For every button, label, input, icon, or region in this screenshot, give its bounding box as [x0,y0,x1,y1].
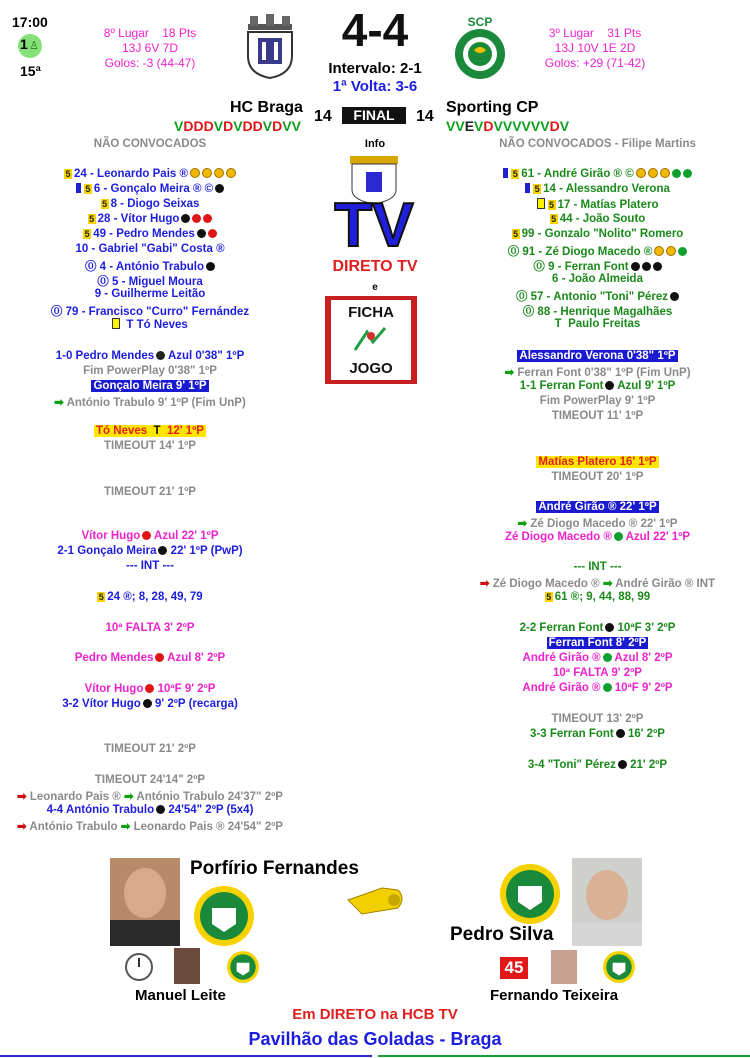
home-not-called: NÃO CONVOCADOS [93,138,207,150]
red-dot-icon [208,229,217,238]
home-player-4[interactable]: ⓪ 4 - António Trabulo [0,258,300,274]
home-form [174,118,301,134]
form-letter: V [282,118,292,134]
event-goal-1-0: 1-0 Pedro Mendes Azul 0'38" 1ºP [55,350,245,362]
home-player-10[interactable]: 10 - Gabriel "Gabi" Costa ® [75,243,225,255]
form-letter: V [530,118,541,134]
form-letter: V [540,118,550,134]
event-vitor-10f: Vítor Hugo 10ªF 9' 2ºP [84,683,216,695]
five-icon: 5 [84,229,90,239]
sub-icon: ⓪ [50,306,66,318]
event-timeout-21-2p: TIMEOUT 21' 2ºP [104,743,196,755]
event-timeout-20: TIMEOUT 20' 1ºP [551,471,644,483]
sub-icon: ⓪ [507,246,523,258]
yellow-dot-icon [666,246,676,256]
stopwatch-icon [125,953,153,981]
arrow-in-icon: ➡ [54,397,67,409]
home-record: 13J 6V 7D [121,41,179,55]
goal-icon [197,229,206,238]
form-letter: E [464,118,475,134]
form-letter: D [203,118,214,134]
arrow-out-icon: ➡ [17,821,30,833]
goal-icon [618,760,627,769]
away-stats [520,26,670,71]
goal-icon [605,381,614,390]
green-dot-icon [603,683,612,692]
sporting-crest-icon [450,14,510,82]
form-letter: V [521,118,531,134]
event-verona-card: Alessandro Verona 0'38" 1ºP [519,350,676,362]
green-dot-icon [614,532,623,541]
away-player-44[interactable]: 5 44 - João Souto [551,213,646,225]
player-icon: ♙ [29,40,39,52]
captain-icon: © [204,183,214,195]
kickoff-time: 17:00 [12,14,48,30]
home-place: 8º Lugar [103,26,149,40]
yellow-card-icon [537,198,545,209]
home-points: 18 Pts [162,26,197,40]
away-player-9[interactable]: ⓪ 9 - Ferran Font [445,258,750,274]
event-sub-macedo: ➡ Zé Diogo Macedo ® 22' 1ºP [517,518,678,530]
form-letter: V [493,118,503,134]
ficha-label: FICHA [348,304,394,321]
event-lineup-2p: 5 24 ®; 8, 28, 49, 79 [98,591,203,603]
event-end-powerplay: Fim PowerPlay 0'38" 1ºP [83,365,217,377]
sub-icon: ⓪ [84,261,100,273]
form-letter: D [223,118,234,134]
table-official-photo [551,950,577,984]
event-sub-font: ➡ Ferran Font 0'38" 1ºP (Fim UnP) [504,367,691,379]
timekeeper-name: Manuel Leite [135,987,226,1004]
away-points: 31 Pts [607,26,642,40]
event-sub-pais-out: ➡ Leonardo Pais ® ➡ António Trabulo 24'37" 2ºP [17,791,283,803]
event-sub-int: ➡ Zé Diogo Macedo ® ➡ André Girão ® INT [479,578,716,590]
event-mendes-card: Pedro Mendes Azul 8' 2ºP [74,652,226,664]
goal-icon [156,351,165,360]
home-goals: Golos: -3 (44-47) [104,56,196,70]
form-letter: D [483,118,494,134]
blue-card-icon [76,183,81,193]
arrow-in-icon: ➡ [504,367,518,379]
away-record: 13J 10V 1E 2D [554,41,636,55]
green-dot-icon [678,247,687,256]
arrow-in-icon: ➡ [120,821,134,833]
first-leg-score: 1ª Volta: 3-6 [332,78,418,95]
halftime-score: Intervalo: 2-1 [328,60,422,77]
player-figure-icon [351,324,391,354]
home-coach[interactable]: T Tó Neves [0,318,300,331]
sub-icon: ⓪ [97,276,112,288]
form-letter: V [474,118,484,134]
referee-2-name: Pedro Silva [450,924,554,945]
yellow-dot-icon [660,168,670,178]
event-10-fouls-away: 10ª FALTA 9' 2ºP [553,667,642,679]
away-final-score: 14 [416,108,434,125]
event-goal-4-4: 4-4 António Trabulo 24'54" 2ºP (5x4) [46,804,254,816]
jogo-label: JOGO [349,360,393,377]
board-number: 45 [500,957,528,979]
goal-icon [631,262,640,271]
timekeeper-photo [174,948,200,984]
goal-icon [206,262,215,271]
event-goal-2-2: 2-2 Ferran Font 10ªF 3' 2ºP [519,622,676,634]
event-macedo-card: Zé Diogo Macedo ® Azul 22' 1ºP [504,531,691,543]
yellow-dot-icon [636,168,646,178]
and-label: e [372,282,378,293]
event-sub-trabulo: ➡ António Trabulo 9' 1ºP (Fim UnP) [54,397,246,409]
yellow-card-icon [112,318,120,329]
form-letter: D [183,118,194,134]
referee-badge-icon [602,950,636,984]
yellow-dot-icon [190,168,200,178]
goal-icon [670,292,679,301]
five-icon: 5 [548,200,554,210]
form-letter: V [233,118,243,134]
event-int-away: --- INT --- [573,561,622,573]
info-label: Info [364,138,386,150]
referee-1-name: Porfírio Fernandes [190,858,359,879]
event-timeout-21: TIMEOUT 21' 1ºP [104,486,196,498]
arrow-out-icon: ➡ [17,791,30,803]
away-team-name: Sporting CP [446,99,539,116]
svg-text:SCP: SCP [467,15,493,29]
five-icon: 5 [534,184,540,194]
form-letter: V [262,118,273,134]
event-goal-3-2: 3-2 Vítor Hugo 9' 2ºP (recarga) [62,698,238,710]
form-letter: D [193,118,204,134]
event-timeout-11: TIMEOUT 11' 1ºP [551,410,644,422]
arrow-in-icon: ➡ [517,518,531,530]
round-badge [18,34,42,58]
goal-icon [143,699,152,708]
green-dot-icon [603,653,612,662]
event-10-fouls: 10ª FALTA 3' 2ºP [105,622,195,634]
five-icon: 5 [89,214,95,224]
live-banner[interactable]: Em DIRETO na HCB TV [292,1006,458,1023]
event-goal-3-4: 3-4 "Toni" Pérez 21' 2ºP [527,759,668,771]
event-vitor-card: Vítor Hugo Azul 22' 1ºP [81,530,219,542]
away-player-88[interactable]: ⓪ 88 - Henrique Magalhães [522,306,673,318]
goal-icon [605,623,614,632]
five-icon: 5 [65,169,71,179]
away-player-61[interactable]: 5 61 - André Girão ® © [445,168,750,180]
direto-tv-link[interactable]: DIRETO TV [332,258,418,275]
red-dot-icon [142,531,151,540]
goal-icon [616,729,625,738]
sub-icon: ⓪ [515,291,531,303]
event-platero-card: Matías Platero 16' 1ºP [538,456,657,468]
away-form [446,118,569,134]
sub-icon: ⓪ [522,306,538,318]
yellow-dot-icon [226,168,236,178]
footer-divider-away [378,1055,750,1057]
home-player-8[interactable]: 5 8 - Diogo Seixas [102,198,200,210]
home-player-24[interactable]: 5 24 - Leonardo Pais ® [0,168,300,180]
table-official-name: Fernando Teixeira [490,987,619,1004]
home-player-79[interactable]: ⓪ 79 - Francisco "Curro" Fernández [50,306,250,318]
goal-icon [158,546,167,555]
home-player-6[interactable]: 5 6 - Gonçalo Meira ® © [0,183,300,195]
home-team-name: HC Braga [230,99,303,116]
away-player-91[interactable]: ⓪ 91 - Zé Diogo Macedo ® [445,243,750,259]
final-badge: FINAL [342,107,406,124]
coach-t-icon: T [554,318,562,330]
form-letter: V [174,118,184,134]
tv-logo-icon[interactable] [322,150,426,254]
home-player-9[interactable]: 9 - Guilherme Leitão [94,288,206,300]
referee-badge-icon [226,950,260,984]
referee-1-photo [110,858,180,946]
form-letter: V [446,118,456,134]
arrow-out-icon: ➡ [479,578,493,590]
goal-icon [156,805,165,814]
event-goal-1-1: 1-1 Ferran Font Azul 9' 1ºP [519,380,676,392]
event-sub-trabulo-out: ➡ António Trabulo ➡ Leonardo Pais ® 24'54" 2ºP [17,821,283,833]
green-dot-icon [683,169,692,178]
yellow-dot-icon [648,168,658,178]
five-icon: 5 [98,592,104,602]
five-icon: 5 [546,592,552,602]
five-icon: 5 [551,214,557,224]
svg-text:TV: TV [334,191,414,254]
event-int: --- INT --- [126,560,174,572]
arrow-in-icon: ➡ [123,791,137,803]
event-coach-card: Tó Neves T 12' 1ºP [96,425,204,437]
event-end-pp-9: Fim PowerPlay 9' 1ºP [539,395,656,407]
event-blue-card: Gonçalo Meira 9' 1ºP [93,380,207,392]
round-number: 1 [20,36,28,52]
event-timeout-13: TIMEOUT 13' 2ºP [551,713,644,725]
away-coach[interactable]: T Paulo Freitas [554,318,641,330]
five-icon: 5 [102,199,108,209]
five-icon: 5 [85,184,91,194]
form-letter: V [502,118,513,134]
home-final-score: 14 [314,108,332,125]
form-letter: V [291,118,301,134]
home-player-28[interactable]: 5 28 - Vítor Hugo [0,213,300,225]
footer-divider-home [0,1055,372,1057]
event-goal-2-1: 2-1 Gonçalo Meira 22' 1ºP (PwP) [57,545,243,557]
away-player-17[interactable]: 5 17 - Matías Platero [445,198,750,211]
form-letter: D [549,118,560,134]
five-icon: 5 [512,169,518,179]
match-score: 4-4 [341,4,409,56]
form-letter: D [242,118,253,134]
event-font-card: Ferran Font 8' 2ºP [548,637,647,649]
home-player-5[interactable]: ⓪ 5 - Miguel Moura [97,276,203,288]
form-letter: V [213,118,224,134]
goal-icon [653,262,662,271]
ficha-jogo-logo[interactable] [325,296,417,384]
coach-t-icon: T [126,319,134,331]
sub-icon: ⓪ [533,261,549,273]
away-player-6[interactable]: 6 - João Almeida [552,273,643,285]
hc-braga-crest-icon [240,14,300,80]
referee-badge-icon [498,862,562,926]
venue: Pavilhão das Goladas - Braga [248,1029,502,1049]
event-timeout-14: TIMEOUT 14' 1ºP [104,440,196,452]
goal-icon [642,262,651,271]
event-lineup-2p-away: 5 61 ®; 9, 44, 88, 99 [546,591,651,603]
away-not-called: NÃO CONVOCADOS - Filipe Martins [499,138,696,150]
yellow-dot-icon [654,246,664,256]
event-girao-azul: André Girão ® Azul 8' 2ºP [522,652,673,664]
round-label: 15ª [20,63,41,79]
five-icon: 5 [513,229,519,239]
away-player-99[interactable]: 5 99 - Gonzalo "Nolito" Romero [513,228,684,240]
form-letter: V [455,118,465,134]
form-letter: D [252,118,263,134]
referee-badge-icon [192,884,256,948]
home-stats [80,26,220,71]
away-player-14[interactable]: 5 14 - Alessandro Verona [445,183,750,195]
event-timeout-2414: TIMEOUT 24'14" 2ºP [94,774,206,786]
yellow-dot-icon [202,168,212,178]
green-dot-icon [672,169,681,178]
red-dot-icon [155,653,164,662]
arrow-in-icon: ➡ [602,578,616,590]
form-letter: V [512,118,522,134]
red-dot-icon [203,214,212,223]
whistle-icon [342,880,408,920]
red-dot-icon [192,214,201,223]
goal-icon [181,214,190,223]
away-goals: Golos: +29 (71-42) [544,56,646,70]
away-place: 3º Lugar [548,26,594,40]
blue-card-icon [525,183,530,193]
event-girao-10f: André Girão ® 10ªF 9' 2ºP [522,682,673,694]
event-girao-card: André Girão ® 22' 1ºP [538,501,657,513]
yellow-dot-icon [214,168,224,178]
red-dot-icon [145,684,154,693]
referee-2-photo [572,858,642,946]
blue-card-icon [503,168,508,178]
home-player-49[interactable]: 5 49 - Pedro Mendes [0,228,300,240]
goal-icon [215,184,224,193]
form-letter: D [272,118,283,134]
away-player-57[interactable]: ⓪ 57 - Antonio "Toni" Pérez [445,288,750,304]
event-goal-3-3: 3-3 Ferran Font 16' 2ºP [530,728,665,740]
form-letter: V [559,118,570,134]
